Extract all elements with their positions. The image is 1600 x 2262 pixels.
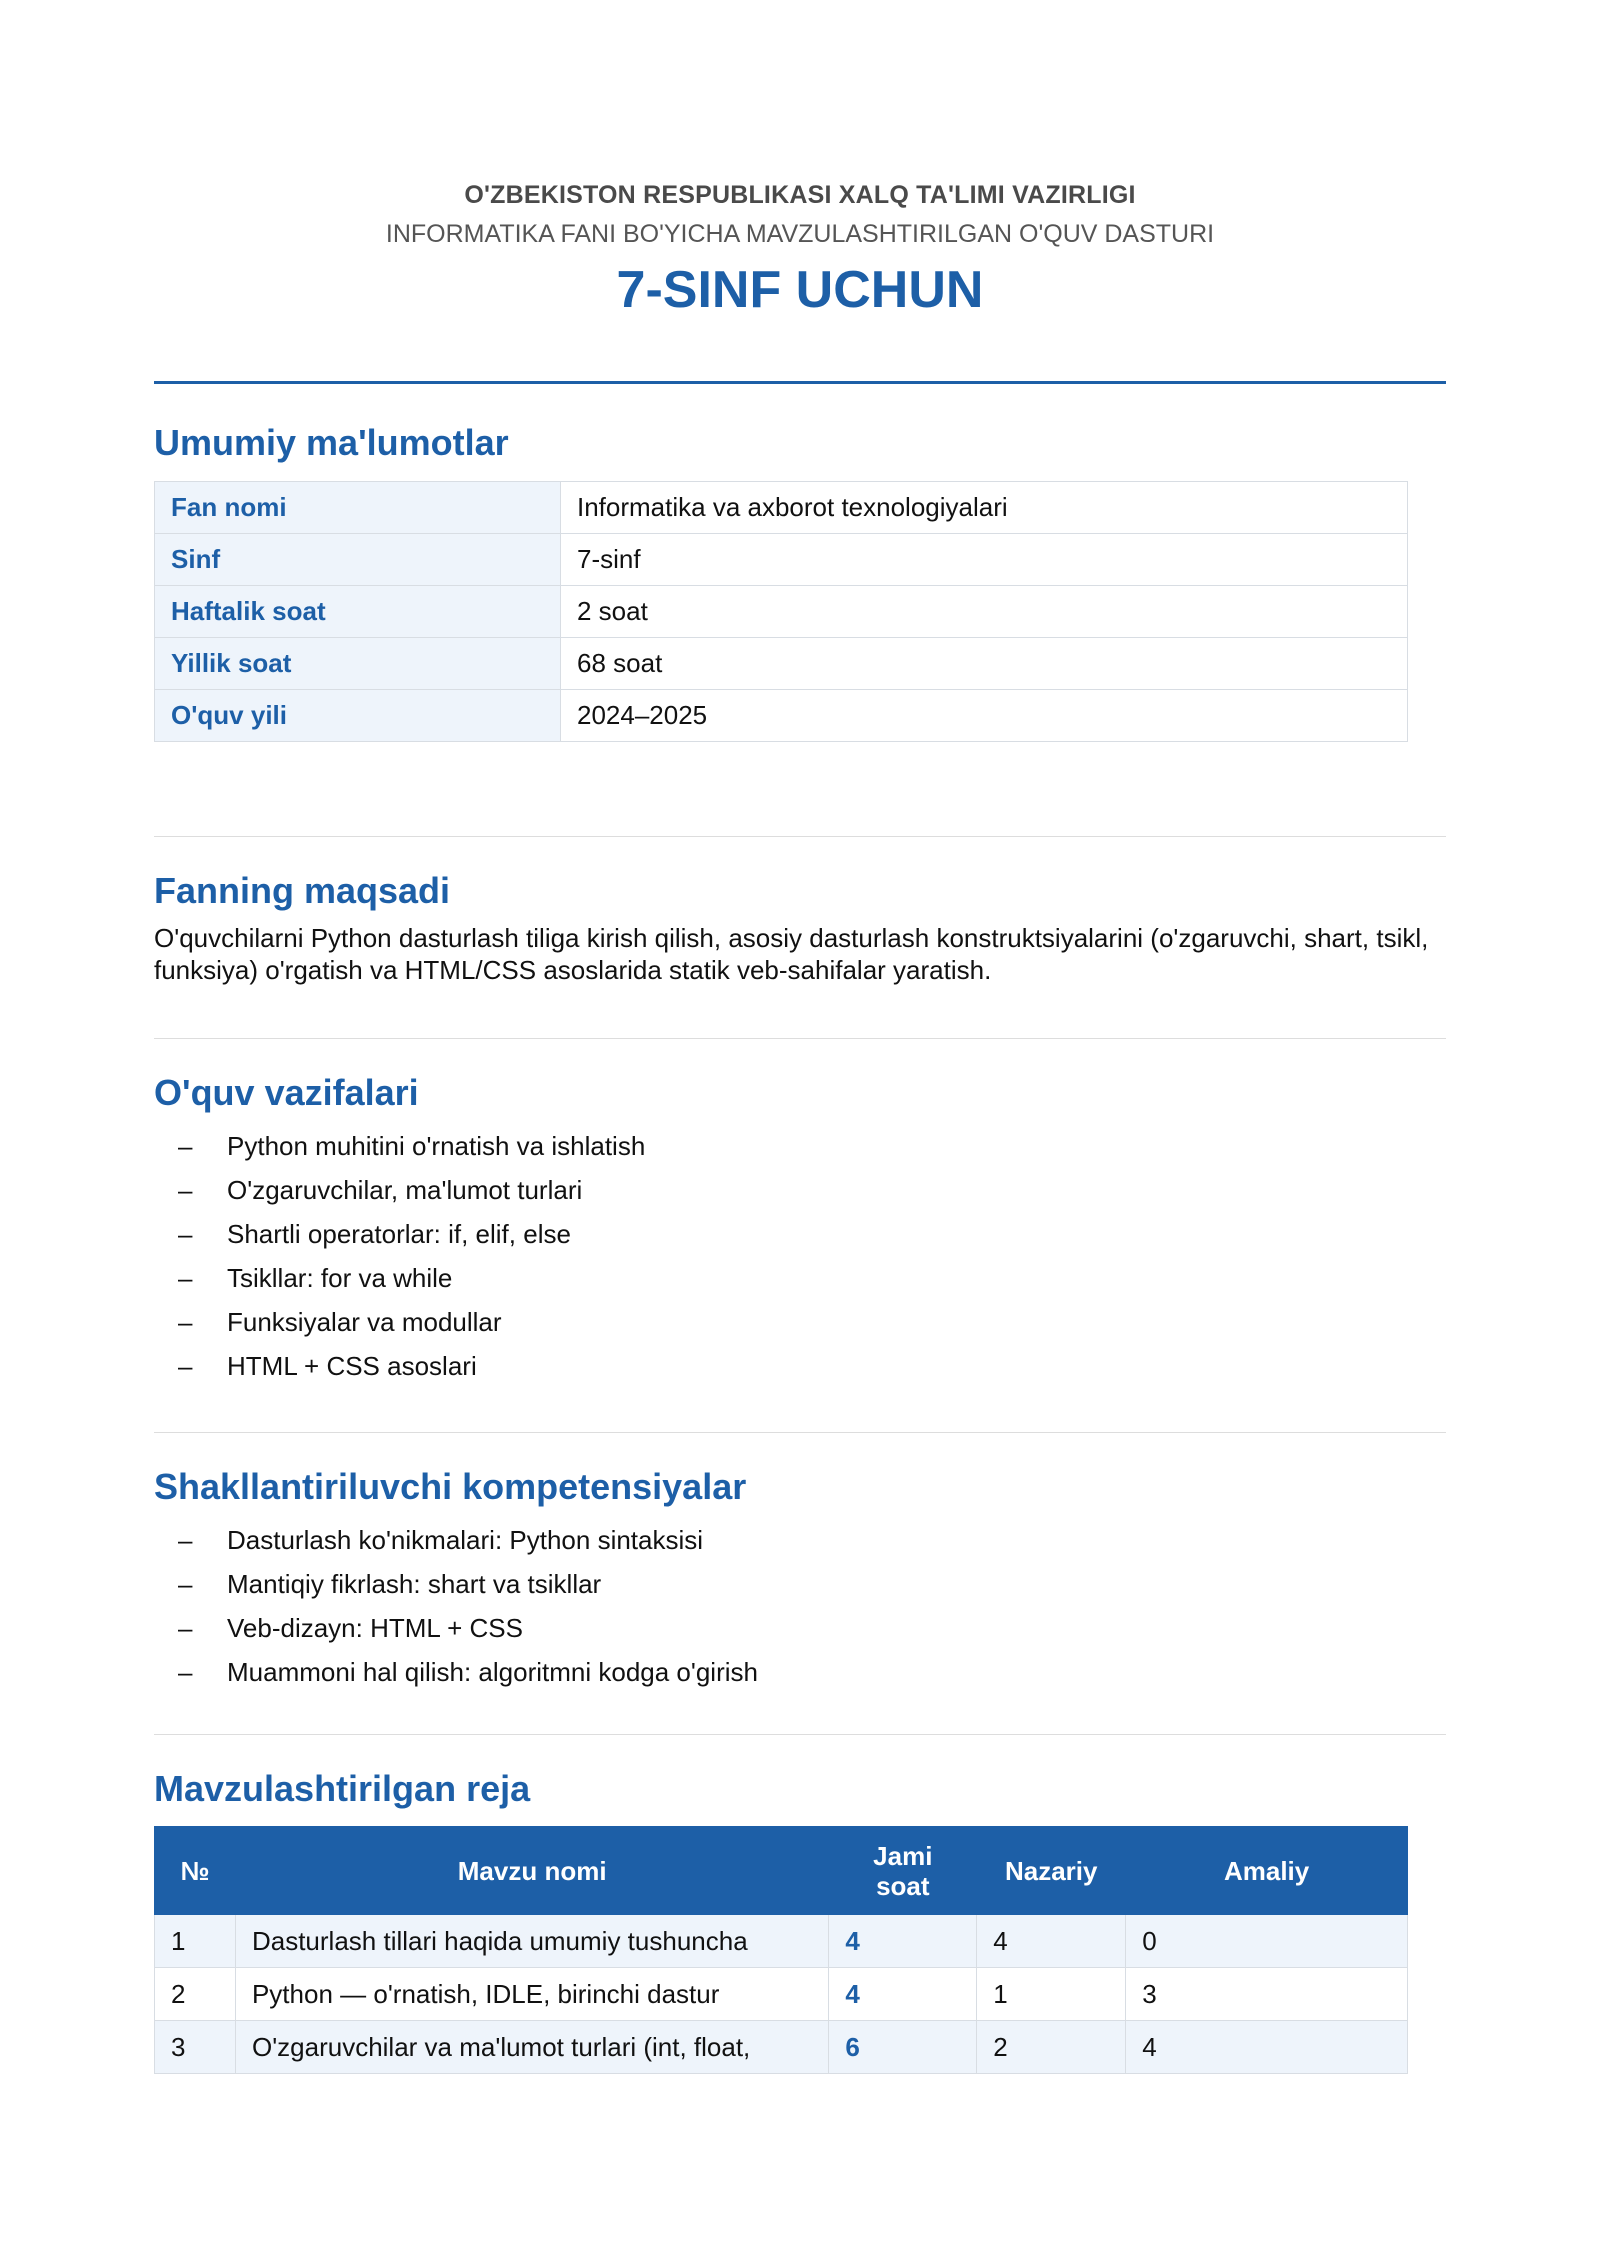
general-info-heading: Umumiy ma'lumotlar bbox=[154, 422, 509, 463]
list-item bbox=[154, 1256, 1446, 1300]
list-item-text: Dasturlash ko'nikmalari: Python sintaksisi bbox=[227, 1525, 704, 1555]
list-item-text: O'zgaruvchilar, ma'lumot turlari bbox=[227, 1175, 583, 1205]
list-item bbox=[154, 1212, 1446, 1256]
dash-bullet: – bbox=[178, 1219, 193, 1249]
row-theory-hours: 2 bbox=[977, 2021, 1126, 2074]
list-item bbox=[154, 1344, 1446, 1388]
table-row bbox=[155, 2021, 1408, 2074]
dash-bullet: – bbox=[178, 1657, 193, 1687]
row-practice-hours: 3 bbox=[1126, 1968, 1408, 2021]
plan-header-row bbox=[155, 1827, 1408, 1915]
row-topic: Python — o'rnatish, IDLE, birinchi dastur bbox=[235, 1968, 828, 2021]
general-info-table bbox=[154, 481, 1408, 742]
row-number: 3 bbox=[155, 2021, 236, 2074]
info-value: 2024–2025 bbox=[561, 690, 1408, 742]
info-value: 7-sinf bbox=[561, 534, 1408, 586]
table-row bbox=[155, 1968, 1408, 2021]
row-topic: Dasturlash tillari haqida umumiy tushuncha bbox=[235, 1915, 828, 1968]
list-item-text: Veb-dizayn: HTML + CSS bbox=[227, 1613, 523, 1643]
dash-bullet: – bbox=[178, 1131, 193, 1161]
section-divider bbox=[154, 1038, 1446, 1039]
row-practice-hours: 0 bbox=[1126, 1915, 1408, 1968]
info-key: Sinf bbox=[155, 534, 561, 586]
row-theory-hours: 1 bbox=[977, 1968, 1126, 2021]
list-item bbox=[154, 1606, 1446, 1650]
competencies-heading: Shakllantiriluvchi kompetensiyalar bbox=[154, 1466, 747, 1507]
general-info-section bbox=[154, 422, 1446, 742]
list-item-text: Mantiqiy fikrlash: shart va tsikllar bbox=[227, 1569, 602, 1599]
list-item-text: HTML + CSS asoslari bbox=[227, 1351, 477, 1381]
goal-heading: Fanning maqsadi bbox=[154, 870, 451, 911]
list-item bbox=[154, 1518, 1446, 1562]
info-row bbox=[155, 690, 1408, 742]
ministry-name: O'ZBEKISTON RESPUBLIKASI XALQ TA'LIMI VAZIRLIGI bbox=[464, 181, 1136, 209]
row-total-hours: 4 bbox=[829, 1968, 977, 2021]
list-item-text: Funksiyalar va modullar bbox=[227, 1307, 502, 1337]
grade-title: 7-SINF UCHUN bbox=[616, 261, 984, 319]
info-row bbox=[155, 638, 1408, 690]
dash-bullet: – bbox=[178, 1613, 193, 1643]
list-item-text: Tsikllar: for va while bbox=[227, 1263, 453, 1293]
dash-bullet: – bbox=[178, 1307, 193, 1337]
column-header-total-line2: soat bbox=[876, 1870, 930, 1901]
info-key: O'quv yili bbox=[155, 690, 561, 742]
info-value: Informatika va axborot texnologiyalari bbox=[561, 482, 1408, 534]
document-header bbox=[154, 0, 1446, 319]
info-row bbox=[155, 534, 1408, 586]
header-divider bbox=[154, 381, 1446, 384]
tasks-section bbox=[154, 1072, 1446, 1388]
list-item bbox=[154, 1562, 1446, 1606]
dash-bullet: – bbox=[178, 1569, 193, 1599]
info-key: Fan nomi bbox=[155, 482, 561, 534]
row-topic: O'zgaruvchilar va ma'lumot turlari (int, float, bbox=[235, 2021, 828, 2074]
info-key: Yillik soat bbox=[155, 638, 561, 690]
competencies-section bbox=[154, 1466, 1446, 1694]
plan-heading: Mavzulashtirilgan reja bbox=[154, 1768, 531, 1809]
list-item bbox=[154, 1650, 1446, 1694]
column-header-total-line1: Jami bbox=[873, 1840, 933, 1871]
column-header-theory: Nazariy bbox=[977, 1827, 1126, 1915]
list-item bbox=[154, 1168, 1446, 1212]
dash-bullet: – bbox=[178, 1525, 193, 1555]
list-item-text: Shartli operatorlar: if, elif, else bbox=[227, 1219, 571, 1249]
dash-bullet: – bbox=[178, 1175, 193, 1205]
row-theory-hours: 4 bbox=[977, 1915, 1126, 1968]
column-header-number: № bbox=[155, 1827, 236, 1915]
row-total-hours: 4 bbox=[829, 1915, 977, 1968]
info-key: Haftalik soat bbox=[155, 586, 561, 638]
goal-text: O'quvchilarni Python dasturlash tiliga kirish qilish, asosiy dasturlash konstruktsiyalarini (o'zgaruvchi, shart, tsikl, funksiya) o'rgatish va HTML/CSS asoslarida statik veb-sahifalar yaratish. bbox=[154, 923, 1429, 985]
info-value: 68 soat bbox=[561, 638, 1408, 690]
row-total-hours: 6 bbox=[829, 2021, 977, 2074]
section-divider bbox=[154, 1734, 1446, 1735]
list-item bbox=[154, 1124, 1446, 1168]
goal-section bbox=[154, 870, 1446, 986]
program-title: INFORMATIKA FANI BO'YICHA MAVZULASHTIRILGAN O'QUV DASTURI bbox=[385, 220, 1215, 248]
dash-bullet: – bbox=[178, 1351, 193, 1381]
dash-bullet: – bbox=[178, 1263, 193, 1293]
info-value: 2 soat bbox=[561, 586, 1408, 638]
section-divider bbox=[154, 1432, 1446, 1433]
info-row bbox=[155, 482, 1408, 534]
list-item-text: Python muhitini o'rnatish va ishlatish bbox=[227, 1131, 646, 1161]
plan-table bbox=[154, 1826, 1408, 2074]
row-number: 1 bbox=[155, 1915, 236, 1968]
row-number: 2 bbox=[155, 1968, 236, 2021]
tasks-heading: O'quv vazifalari bbox=[154, 1072, 419, 1113]
competencies-list bbox=[154, 1518, 1446, 1694]
column-header-total bbox=[829, 1827, 977, 1915]
column-header-topic: Mavzu nomi bbox=[235, 1827, 828, 1915]
table-row bbox=[155, 1915, 1408, 1968]
section-divider bbox=[154, 836, 1446, 837]
plan-section bbox=[154, 1768, 1446, 2074]
info-row bbox=[155, 586, 1408, 638]
list-item bbox=[154, 1300, 1446, 1344]
column-header-practice: Amaliy bbox=[1126, 1827, 1408, 1915]
list-item-text: Muammoni hal qilish: algoritmni kodga o'girish bbox=[227, 1657, 758, 1687]
tasks-list bbox=[154, 1124, 1446, 1388]
row-practice-hours: 4 bbox=[1126, 2021, 1408, 2074]
